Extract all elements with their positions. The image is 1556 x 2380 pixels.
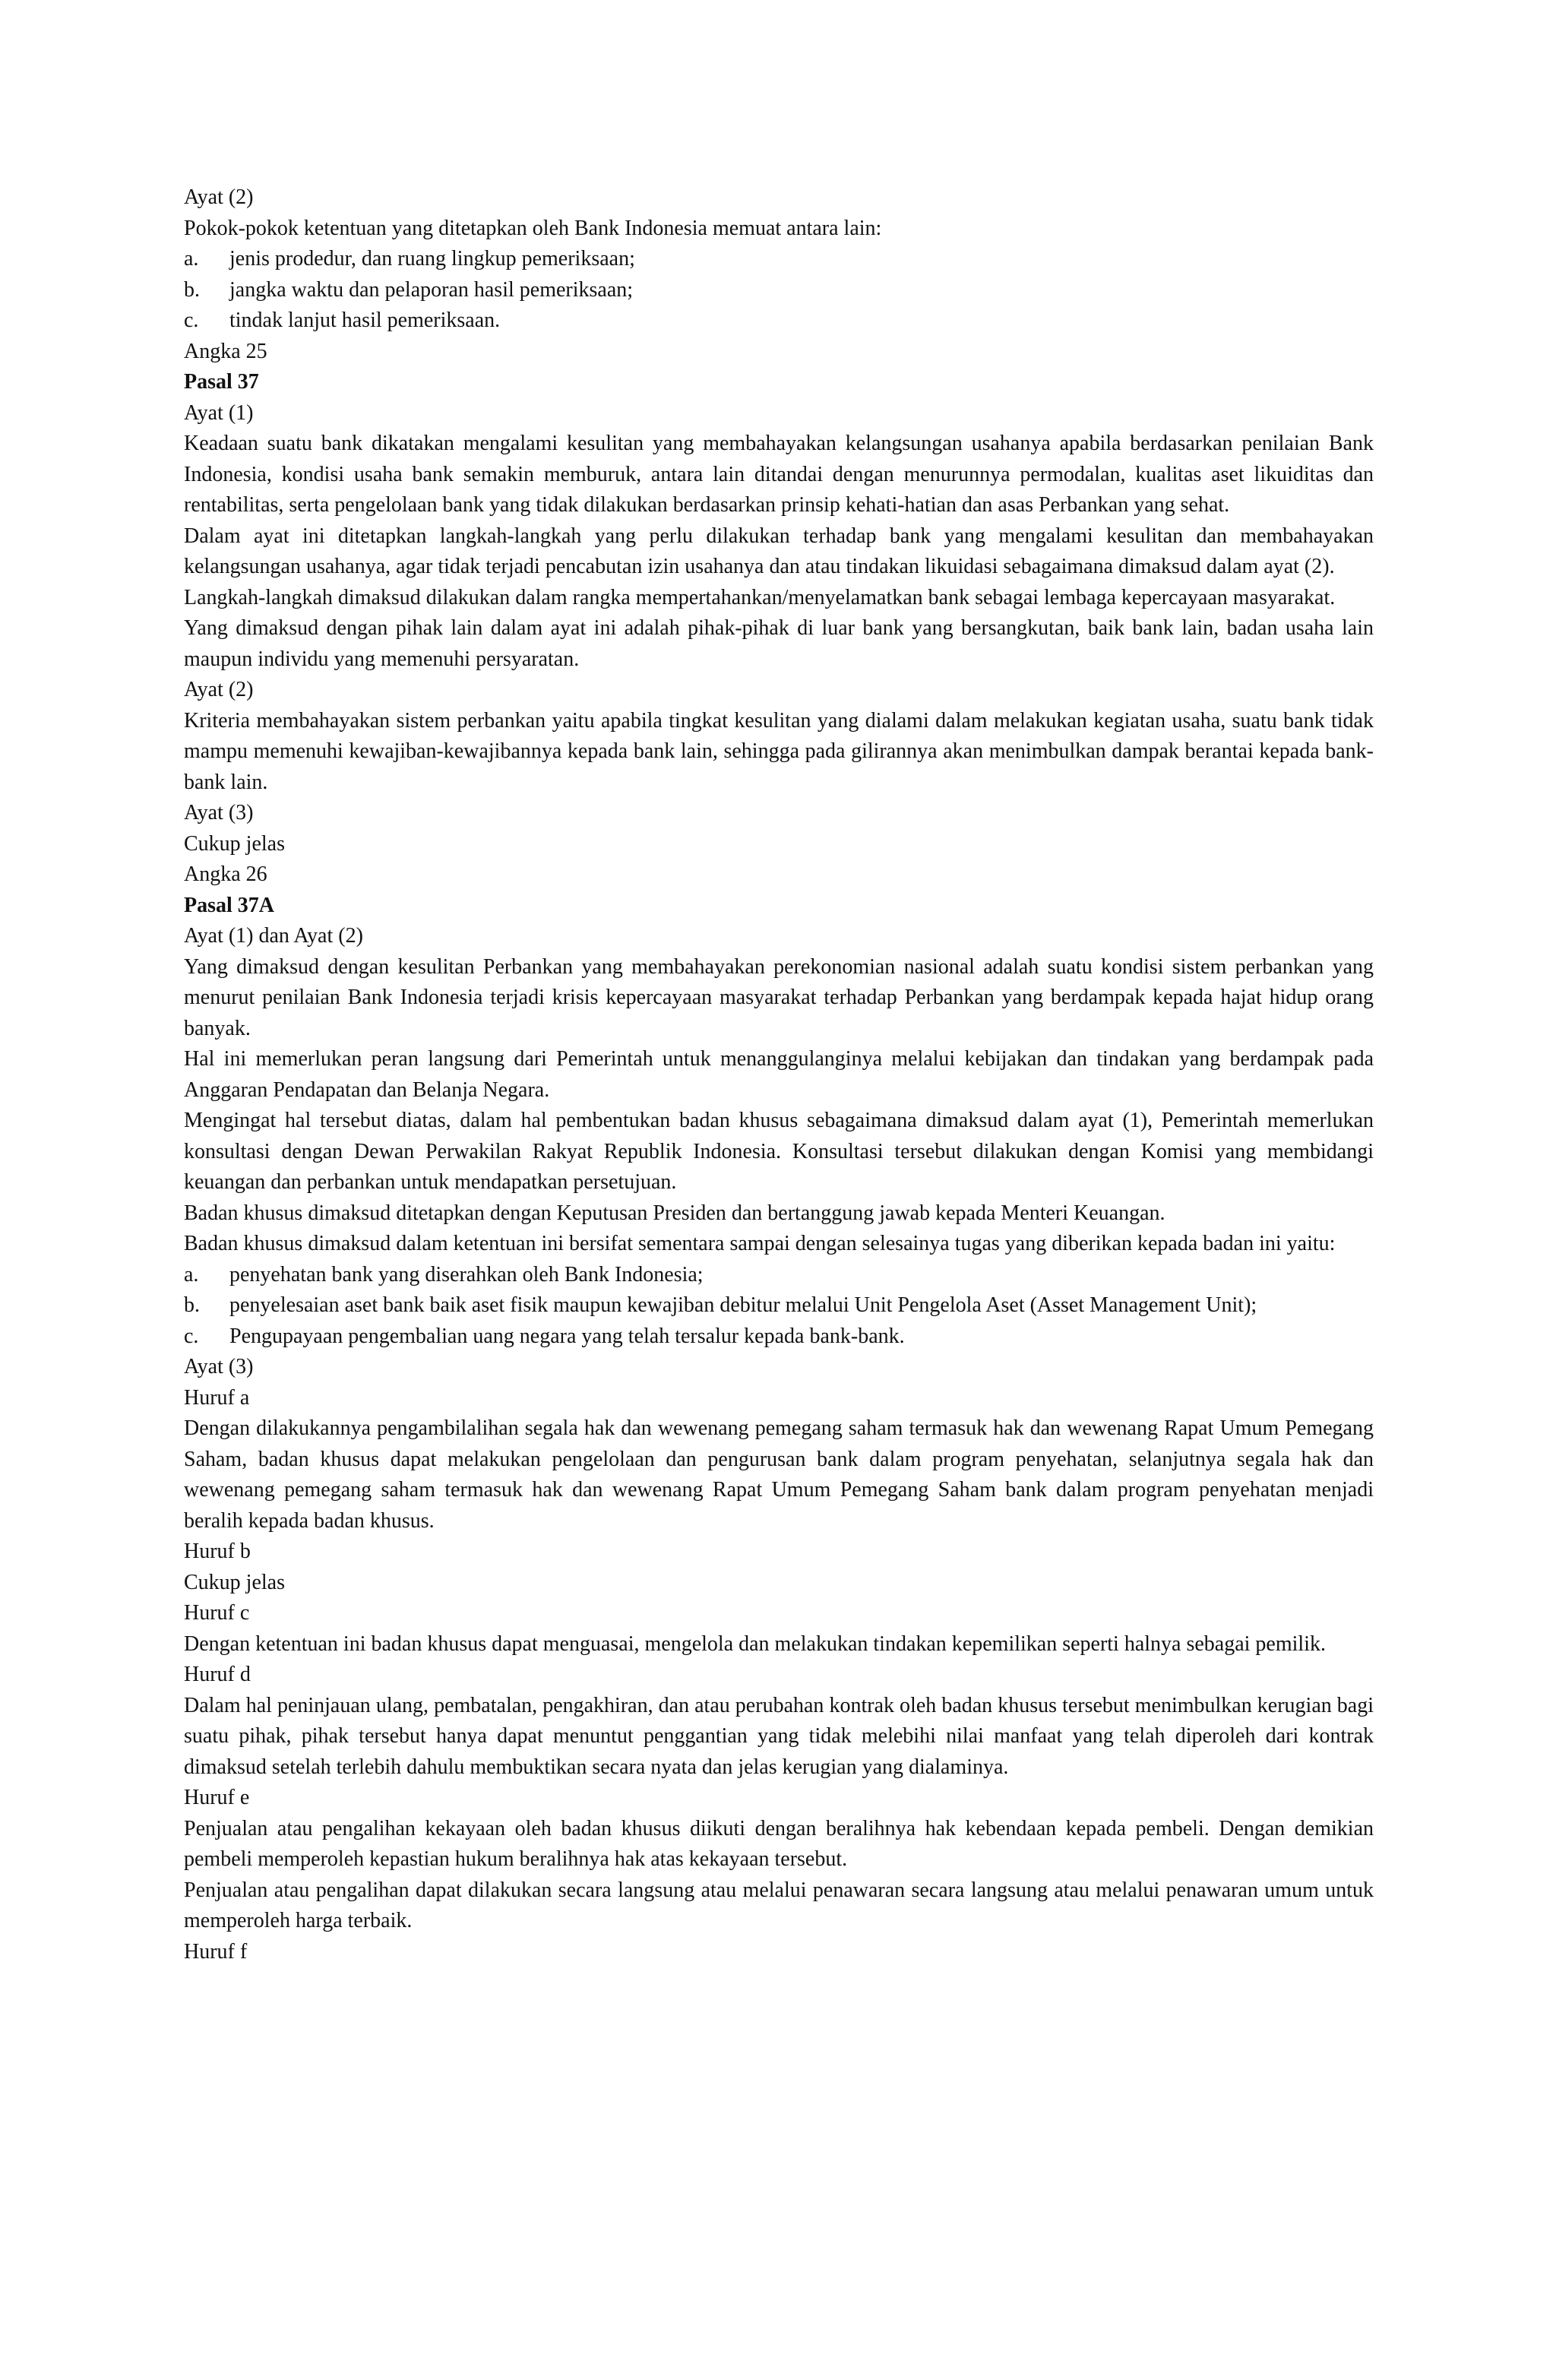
list-marker: a. (184, 247, 199, 271)
list-marker: c. (184, 1324, 199, 1348)
list-item (184, 275, 1374, 306)
paragraph: Hal ini memerlukan peran langsung dari Pemerintah untuk menanggulanginya melalui kebijakan dan tindakan yang berdampak pada Anggaran Pendapatan dan Belanja Negara. (184, 1047, 1374, 1102)
list-item-text: jangka waktu dan pelaporan hasil pemeriksaan; (229, 277, 634, 302)
paragraph: Penjualan atau pengalihan kekayaan oleh badan khusus diikuti dengan beralihnya hak kebendaan kepada pembeli. Dengan demikian pembeli memperoleh kepastian hukum beralihnya hak atas kekayaan tersebut. (184, 1816, 1374, 1871)
list-marker: b. (184, 277, 200, 302)
list-marker: b. (184, 1293, 200, 1317)
paragraph: Keadaan suatu bank dikatakan mengalami kesulitan yang membahayakan kelangsungan usahanya apabila berdasarkan penilaian Bank Indonesia, kondisi usaha bank semakin memburuk, antara lain ditandai dengan menurunnya permodalan, kualitas aset likuiditas dan rentabilitas, serta pengelolaan bank yang tidak dilakukan berdasarkan prinsip kehati-hatian dan asas Perbankan yang sehat. (184, 432, 1374, 517)
paragraph: Mengingat hal tersebut diatas, dalam hal pembentukan badan khusus sebagaimana dimaksud dalam ayat (1), Pemerintah memerlukan konsultasi dengan Dewan Perwakilan Rakyat Republik Indonesia. Konsultasi tersebut dilakukan dengan Komisi yang membidangi keuangan dan perbankan untuk mendapatkan persetujuan. (184, 1109, 1374, 1194)
paragraph: Yang dimaksud dengan kesulitan Perbankan yang membahayakan perekonomian nasional adalah suatu kondisi sistem perbankan yang menurut penilaian Bank Indonesia terjadi krisis kepercayaan masyarakat terhadap Perbankan yang berdampak kepada hajat hidup orang banyak. (184, 954, 1374, 1040)
list-item-text: penyelesaian aset bank baik aset fisik maupun kewajiban debitur melalui Unit Pengelola Aset (Asset Management Unit); (229, 1293, 1257, 1317)
text-line: Ayat (2) (184, 678, 254, 701)
list-marker: c. (184, 309, 199, 332)
text-line: Cukup jelas (184, 831, 285, 856)
text-line: Ayat (2) (184, 185, 254, 209)
list-item-text: tindak lanjut hasil pemeriksaan. (229, 309, 501, 332)
list-item (184, 1290, 1374, 1321)
list-item-text: Pengupayaan pengembalian uang negara yang telah tersalur kepada bank-bank. (229, 1324, 905, 1348)
text-line: Huruf e (184, 1786, 250, 1809)
paragraph: Dengan dilakukannya pengambilalihan segala hak dan wewenang pemegang saham termasuk hak dan wewenang Rapat Umum Pemegang Saham, badan khusus dapat melakukan pengelolaan dan pengurusan bank dalam program penyehatan, selanjutnya segala hak dan wewenang pemegang saham termasuk hak dan wewenang Rapat Umum Pemegang Saham bank dalam program penyehatan menjadi beralih kepada badan khusus. (184, 1416, 1374, 1533)
paragraph: Yang dimaksud dengan pihak lain dalam ayat ini adalah pihak-pihak di luar bank yang bersangkutan, baik bank lain, badan usaha lain maupun individu yang memenuhi persyaratan. (184, 616, 1374, 671)
list-marker: a. (184, 1262, 199, 1287)
document-page (184, 182, 1374, 1967)
text-line: Huruf c (184, 1601, 250, 1625)
text-line: Huruf b (184, 1540, 251, 1563)
list-item (184, 1260, 1374, 1291)
text-line: Huruf f (184, 1939, 248, 1964)
paragraph: Penjualan atau pengalihan dapat dilakukan secara langsung atau melalui penawaran secara langsung atau melalui penawaran umum untuk memperoleh harga terbaik. (184, 1878, 1374, 1932)
text-line: Ayat (3) (184, 1355, 254, 1378)
paragraph: Dalam ayat ini ditetapkan langkah-langkah yang perlu dilakukan terhadap bank yang mengalami kesulitan dan membahayakan kelangsungan usahanya, agar tidak terjadi pencabutan izin usahanya dan atau tindakan likuidasi sebagaimana dimaksud dalam ayat (2). (184, 524, 1374, 578)
text-line: Ayat (3) (184, 801, 254, 824)
section-heading: Pasal 37A (184, 893, 274, 917)
list-item (184, 1321, 1374, 1353)
paragraph: Badan khusus dimaksud ditetapkan dengan Keputusan Presiden dan bertanggung jawab kepada Menteri Keuangan. (184, 1201, 1165, 1225)
list-item-text: penyehatan bank yang diserahkan oleh Bank Indonesia; (229, 1262, 704, 1287)
list-item (184, 244, 1374, 275)
text-line: Angka 26 (184, 862, 267, 886)
list-item-text: jenis prodedur, dan ruang lingkup pemeriksaan; (229, 247, 635, 271)
list-item (184, 305, 1374, 337)
paragraph: Dengan ketentuan ini badan khusus dapat menguasai, mengelola dan melakukan tindakan kepemilikan seperti halnya sebagai pemilik. (184, 1632, 1326, 1656)
text-line: Angka 25 (184, 339, 267, 363)
paragraph: Dalam hal peninjauan ulang, pembatalan, pengakhiran, dan atau perubahan kontrak oleh badan khusus tersebut menimbulkan kerugian bagi suatu pihak, pihak tersebut hanya dapat menuntut penggantian yang tidak melebihi nilai manfaat yang telah diperoleh dari kontrak dimaksud setelah terlebih dahulu membuktikan secara nyata dan jelas kerugian yang dialaminya. (184, 1693, 1374, 1779)
paragraph: Langkah-langkah dimaksud dilakukan dalam rangka mempertahankan/menyelamatkan bank sebagai lembaga kepercayaan masyarakat. (184, 585, 1336, 609)
text-line: Huruf d (184, 1663, 251, 1686)
paragraph: Kriteria membahayakan sistem perbankan yaitu apabila tingkat kesulitan yang dialami dalam melakukan kegiatan usaha, suatu bank tidak mampu memenuhi kewajiban-kewajibannya kepada bank lain, sehingga pada gilirannya akan menimbulkan dampak berantai kepada bank-bank lain. (184, 708, 1374, 794)
text-line: Huruf a (184, 1385, 250, 1410)
section-heading: Pasal 37 (184, 370, 259, 394)
text-line: Ayat (1) (184, 400, 254, 425)
text-line: Cukup jelas (184, 1570, 285, 1594)
paragraph: Badan khusus dimaksud dalam ketentuan ini bersifat sementara sampai dengan selesainya tugas yang diberikan kepada badan ini yaitu: (184, 1232, 1336, 1255)
text-line: Pokok-pokok ketentuan yang ditetapkan oleh Bank Indonesia memuat antara lain: (184, 216, 882, 240)
text-line: Ayat (1) dan Ayat (2) (184, 924, 363, 948)
